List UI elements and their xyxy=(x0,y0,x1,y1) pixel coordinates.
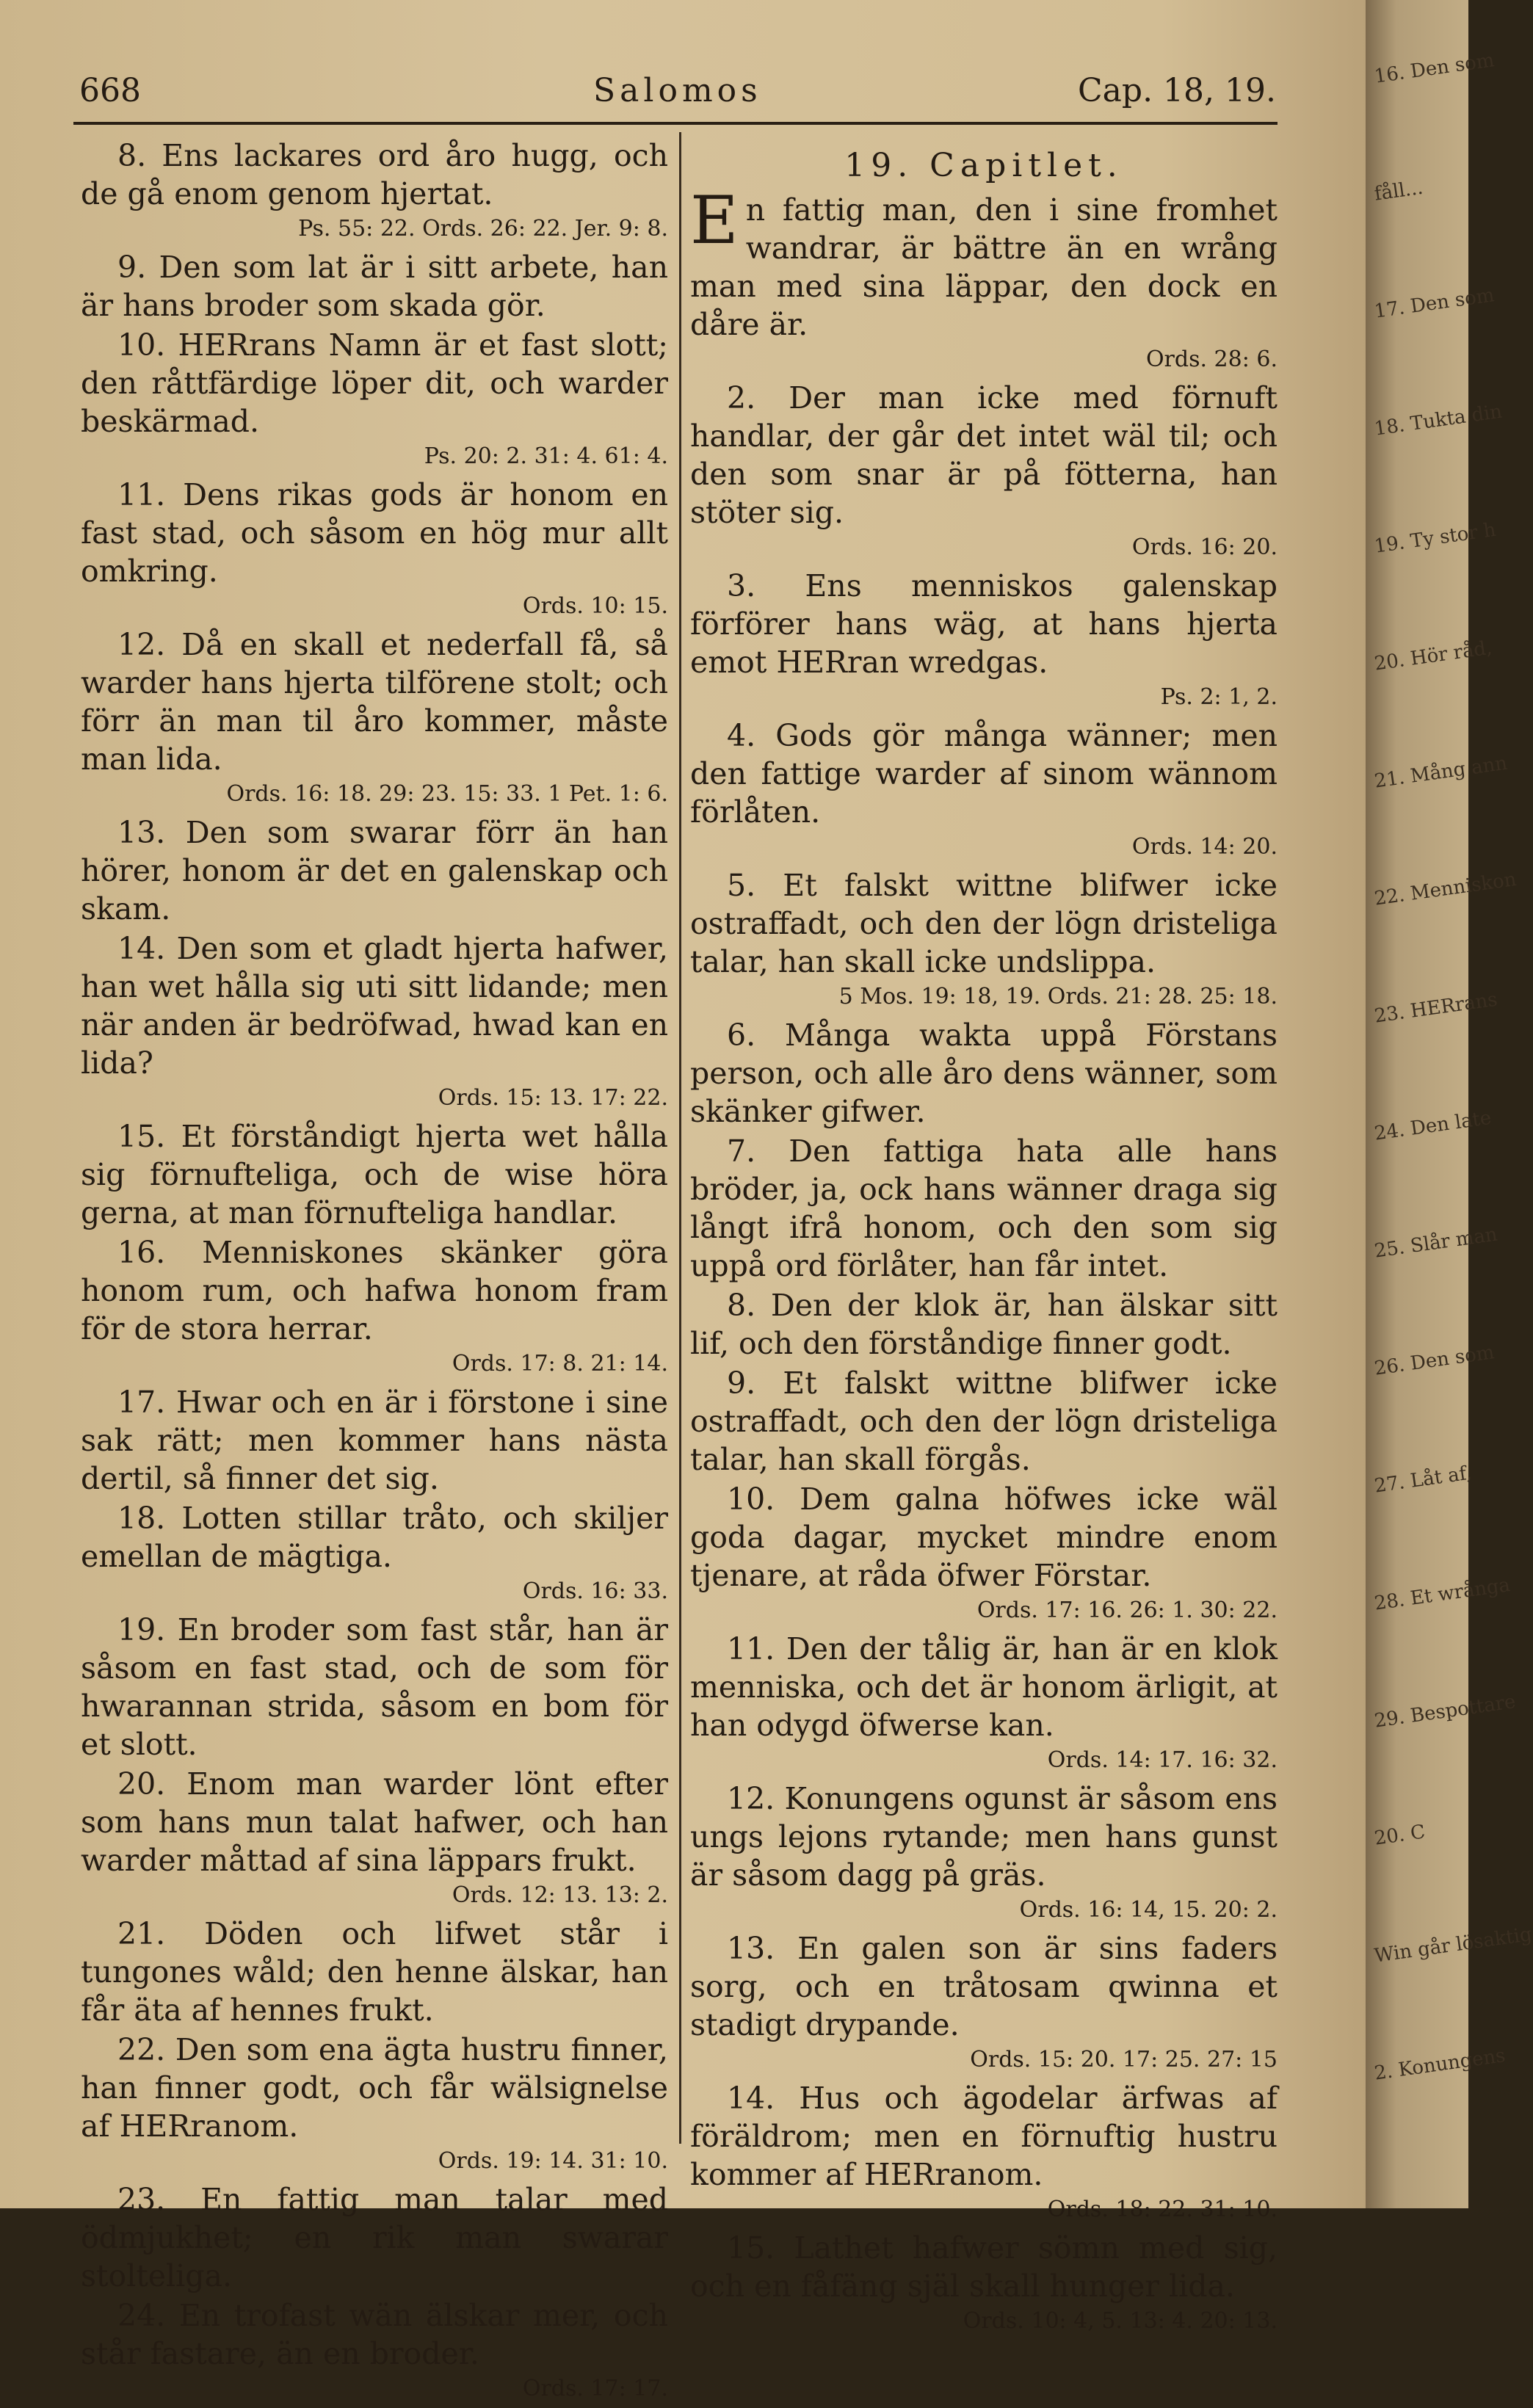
cross-reference: Ords. 16: 20. xyxy=(1131,534,1278,560)
verse: 21. Döden och lifwet står i tungones wåld; den henne älskar, han får äta af hennes frukt. xyxy=(81,1916,668,2028)
header-rule xyxy=(73,122,1278,125)
cross-reference: Ords. 16: 18. 29: 23. 15: 33. 1 Pet. 1: 6. xyxy=(226,781,668,807)
facing-page-fragment: 2. Konungens xyxy=(1373,2044,1507,2085)
verse-text: n fattig man, den i sine fromhet wandrar, är bättre än en wrång man med sina läppar, den dock en dåre är. xyxy=(690,192,1278,342)
verse: 22. Den som ena ägta hustru finner, han finner godt, och får wälsignelse af HERranom. xyxy=(81,2032,668,2144)
cross-reference: Ps. 2: 1, 2. xyxy=(1160,684,1278,710)
verse: 2. Der man icke med förnuft handlar, der går det intet wäl til; och den som snar är på fötterna, han stöter sig. xyxy=(690,380,1278,530)
drop-cap: E xyxy=(690,182,739,259)
cross-reference: Ords. 15: 20. 17: 25. 27: 15 xyxy=(970,2047,1278,2072)
verse: 9. Den som lat är i sitt arbete, han är hans broder som skada gör. xyxy=(81,250,668,323)
verse: 5. Et falskt wittne blifwer icke ostraffadt, och den der lögn dristeliga talar, han skall icke undslippa. xyxy=(690,868,1278,979)
verse: 23. En fattig man talar med ödmjukhet; en rik man swarar stolteliga. xyxy=(81,2182,668,2293)
cross-reference: Ords. 10: 15. xyxy=(522,593,668,619)
verse: 12. Konungens ogunst är såsom ens ungs lejons rytande; men hans gunst är såsom dagg på gräs. xyxy=(690,1781,1278,1893)
verse: 8. Den der klok är, han älskar sitt lif, och den förståndige finner godt. xyxy=(690,1288,1278,1361)
cross-reference: Ords. 14: 17. 16: 32. xyxy=(1047,1747,1278,1773)
verse: 19. En broder som fast står, han är såsom en fast stad, och de som för hwarannan strida, såsom en bom för et slott. xyxy=(81,1612,668,1762)
page-number: 668 xyxy=(79,72,141,109)
verse: 20. Enom man warder lönt efter som hans mun talat hafwer, och han warder måttad af sina läppars frukt. xyxy=(81,1766,668,1878)
cross-reference: Ords. 14: 20. xyxy=(1131,834,1278,860)
facing-page-fragment: 17. Den som xyxy=(1373,284,1496,323)
verse: 24. En trofast wän älskar mer, och står fastare, än en broder. xyxy=(81,2298,668,2371)
cross-reference: Ords. 17: 17. xyxy=(522,2376,668,2401)
verse: 16. Menniskones skänker göra honom rum, och hafwa honom fram för de stora herrar. xyxy=(81,1235,668,1346)
verse: 9. Et falskt wittne blifwer icke ostraffadt, och den der lögn dristeliga talar, han skall förgås. xyxy=(690,1366,1278,1477)
cross-reference: Ords. 18: 22. 31: 10. xyxy=(1047,2197,1278,2222)
facing-page-fragment: 23. HERrans xyxy=(1373,988,1499,1028)
verse: 15. Lathet hafwer sömn med sig, och en fåfäng själ skall hunger lida. xyxy=(690,2230,1278,2304)
facing-page-fragment: 22. Menniskon xyxy=(1373,868,1518,910)
right-verses xyxy=(690,379,1278,2336)
facing-page-fragment: fåll... xyxy=(1373,176,1425,206)
verse: 18. Lotten stillar tråto, och skiljer emellan de mägtiga. xyxy=(81,1501,668,1574)
verse: 10. HERrans Namn är et fast slott; den råttfärdige löper dit, och warder beskärmad. xyxy=(81,327,668,439)
verse: 7. Den fattiga hata alle hans bröder, ja, ock hans wänner draga sig långt ifrå honom, och den som sig uppå ord förlåter, han får intet. xyxy=(690,1134,1278,1283)
verse: 17. Hwar och en är i förstone i sine sak rätt; men kommer hans nästa dertil, så finner det sig. xyxy=(81,1385,668,1496)
verse: 10. Dem galna höfwes icke wäl goda dagar, mycket mindre enom tjenare, at råda öfwer Förstar. xyxy=(690,1482,1278,1593)
cross-reference: Ords. 16: 33. xyxy=(522,1578,668,1604)
verse: 12. Då en skall et nederfall få, så warder hans hjerta tilförene stolt; och förr än man til åro kommer, måste man lida. xyxy=(81,627,668,777)
verse: 11. Den der tålig är, han är en klok menniska, och det är honom ärligit, at han odygd öfwerse kan. xyxy=(690,1631,1278,1743)
cross-reference: Ps. 20: 2. 31: 4. 61: 4. xyxy=(424,443,668,469)
chapter-range: Cap. 18, 19. xyxy=(1078,72,1276,109)
cross-reference: Ords. 15: 13. 17: 22. xyxy=(438,1085,668,1111)
facing-page-fragment: Win går lösaktig xyxy=(1373,1923,1533,1968)
book-title: Salomos xyxy=(593,72,762,109)
verse: 6. Många wakta uppå Förstans person, och alle åro dens wänner, som skänker gifwer. xyxy=(690,1018,1278,1129)
facing-page-fragment: 27. Låt af, xyxy=(1373,1462,1474,1498)
facing-page-fragment: 21. Mång ann xyxy=(1373,752,1509,793)
facing-page-fragment: 18. Tukta din xyxy=(1373,400,1504,440)
verse: 15. Et förståndigt hjerta wet hålla sig förnufteliga, och de wise höra gerna, at man förnufteliga handlar. xyxy=(81,1119,668,1230)
first-verse xyxy=(690,182,1278,344)
cross-reference: Ords. 16: 14, 15. 20: 2. xyxy=(1019,1897,1278,1923)
cross-reference: Ords. 17: 16. 26: 1. 30: 22. xyxy=(976,1598,1278,1623)
verse: 11. Dens rikas gods är honom en fast stad, och såsom en hög mur allt omkring. xyxy=(81,477,668,589)
facing-page-fragment: 25. Slår man xyxy=(1373,1223,1499,1263)
cross-reference: Ords. 10: 4, 5. 13: 4. 20: 13. xyxy=(963,2308,1278,2334)
verse: 13. Den som swarar förr än han hörer, honom är det en galenskap och skam. xyxy=(81,815,668,926)
cross-reference: Ords. 17: 8. 21: 14. xyxy=(452,1351,668,1377)
facing-page-fragment: 24. Den late xyxy=(1373,1106,1493,1145)
facing-page-fragment: 29. Bespottare xyxy=(1373,1691,1518,1733)
column-divider xyxy=(679,132,681,2144)
left-column xyxy=(81,137,668,2408)
verse: 4. Gods gör många wänner; men den fattige warder af sinom wännom förlåten. xyxy=(690,718,1278,830)
running-header xyxy=(79,72,1276,116)
verse: 8. Ens lackares ord åro hugg, och de gå enom genom hjertat. xyxy=(81,138,668,211)
facing-page-fragment: 16. Den som xyxy=(1373,49,1496,88)
cross-reference: Ords. 12: 13. 13: 2. xyxy=(452,1882,668,1908)
facing-page-fragment: 20. Hör råd, xyxy=(1373,637,1494,675)
cross-reference: Ords. 28: 6. xyxy=(1145,347,1278,372)
facing-page-edge xyxy=(1366,0,1533,2208)
verse: 3. Ens menniskos galenskap förförer hans wäg, at hans hjerta emot HERran wredgas. xyxy=(690,568,1278,680)
right-column xyxy=(690,137,1278,2340)
facing-page-fragment: 28. Et wrånga xyxy=(1373,1574,1512,1615)
cross-reference: Ps. 55: 22. Ords. 26: 22. Jer. 9: 8. xyxy=(298,216,668,242)
chapter-heading: 19. Capitlet. xyxy=(844,147,1123,184)
verse: 13. En galen son är sins faders sorg, och en tråtosam qwinna et stadigt drypande. xyxy=(690,1931,1278,2042)
cross-reference: 5 Mos. 19: 18, 19. Ords. 21: 28. 25: 18. xyxy=(838,984,1278,1009)
facing-page-fragment: 26. Den som xyxy=(1373,1341,1496,1380)
facing-page-fragment: 19. Ty stor h xyxy=(1373,518,1498,558)
cross-reference: Ords. 19: 14. 31: 10. xyxy=(438,2148,668,2174)
verse: 14. Den som et gladt hjerta hafwer, han wet hålla sig uti sitt lidande; men när anden är bedröfwad, hwad kan en lida? xyxy=(81,931,668,1081)
verse: 14. Hus och ägodelar ärfwas af föräldrom; men en förnuftig hustru kommer af HERranom. xyxy=(690,2081,1278,2192)
facing-page-fragment: 20. C xyxy=(1373,1821,1427,1850)
